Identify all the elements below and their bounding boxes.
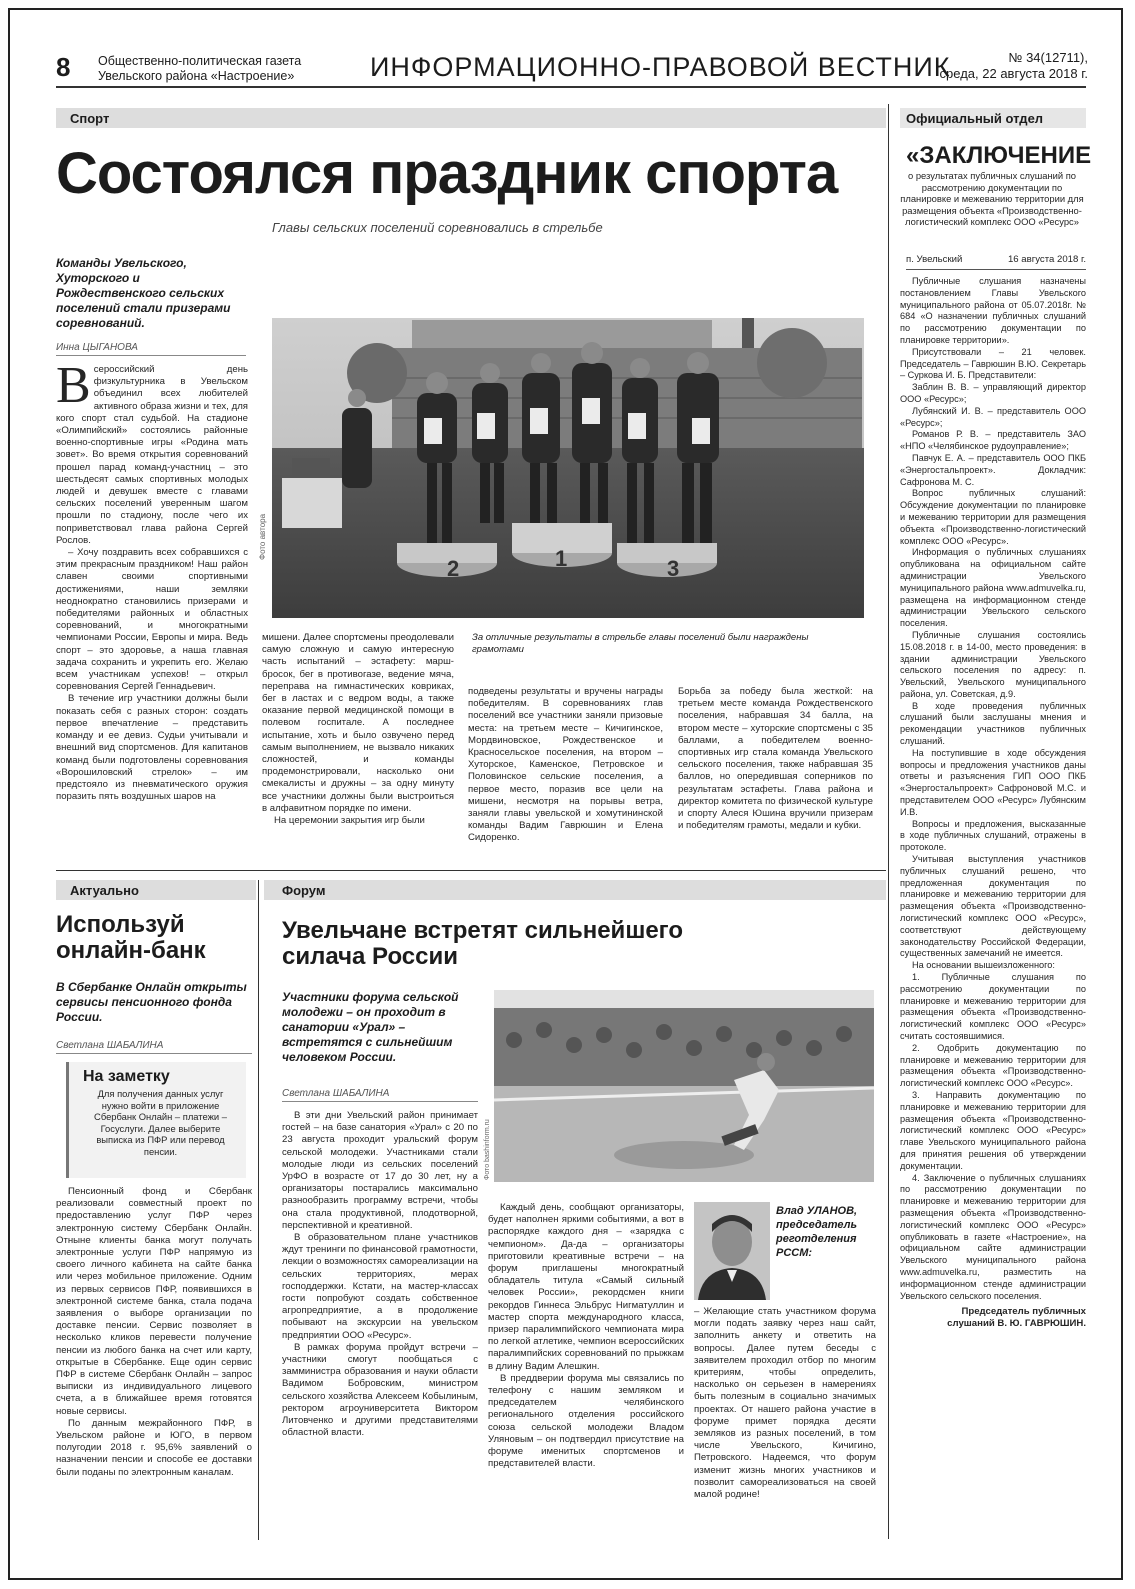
- drop-cap: В: [56, 357, 91, 414]
- ulanov-portrait-image: [694, 1202, 770, 1300]
- strongman-photo-image: [494, 990, 874, 1182]
- official-p15: 1. Публичные слушания по рассмотрению документации по планировке и межеванию территории для размещения объекта «Производственно-логистический комплекс ООО «Ресурс» считать состоявшимися.: [900, 972, 1086, 1041]
- paper-name: [98, 54, 348, 84]
- note-title: На заметку: [83, 1068, 170, 1085]
- podium-label-3: 3: [667, 556, 680, 581]
- official-p18: 4. Заключение о публичных слушаниях по рассмотрению документации по планировке и межеванию территории для размещения объекта «Производственно-логистический комплекс ООО «Ресурс» опубликовать в газете «Настроение», на официальном сайте администрации Увельского муниципального района www.admuvelka.ru, разместить на информационном стенде администрации Увельского сельского поселения.: [900, 1172, 1086, 1301]
- official-p17: 3. Направить документацию по планировке и межеванию территории для размещения объекта «Производственно-логистический комплекс ООО «Ресурс» главе Увельского муниципального района для принятия решения об утверждении документации.: [900, 1089, 1086, 1171]
- main-col1-p2: – Хочу поздравить всех собравшихся с этим прекрасным праздником! Наш район славен своими спортивными достижениями, наши земляки неоднократно становились призерами и победителями районных и областных соревнований, и многократными чемпионами России, Европы и мира. Ведь спорт – это здоровье, а наша главная задача сохранить и укрепить его. Желаю всем участникам успехов! – открыл соревнования Сергей Геннадьевич.: [56, 547, 248, 693]
- strongman-photo: [494, 990, 874, 1182]
- section-label-sport: Спорт: [70, 111, 110, 126]
- official-signature: [900, 1306, 1086, 1330]
- official-p5: Романов Р. В. – представитель ЗАО «НПО «Челябинское рудоуправление»;: [900, 429, 1086, 452]
- official-place-date: 16 августа 2018 г.: [1007, 254, 1086, 265]
- official-p11: На поступившие в ходе обсуждения вопросы и предложения участников даны ответы и разъяснения ГИП ООО ПКБ «Энергостальпроект» Сафроновой М.С. и представителем ООО «Ресурс» Лубянским И.В.: [900, 747, 1086, 817]
- official-place-line: [906, 254, 1086, 270]
- main-col2-p2: На церемонии закрытия игр были: [274, 815, 425, 827]
- official-divider: [888, 104, 889, 1539]
- bank-lead: В Сбербанке Онлайн открыты сервисы пенсионного фонда России.: [56, 980, 247, 1024]
- official-signature-line2: слушаний В. Ю. ГАВРЮШИН.: [947, 1318, 1086, 1330]
- section-label-actual: Актуально: [70, 883, 139, 898]
- bank-p2: По данным межрайонного ПФР, в Увельском районе и ЮГО, в первом полугодии 2018 г. 95,6% заявлений о назначении пенсии и способе ее доставки были поданы по электронным каналам.: [56, 1417, 252, 1478]
- section-bar-forum: [264, 880, 886, 900]
- podium-label-2: 2: [447, 556, 460, 581]
- official-signature-line1: Председатель публичных: [961, 1306, 1086, 1318]
- official-p9: Публичные слушания состоялись 15.08.2018 г. в 14-00, место проведения: в здании администрации Увельского сельского поселения по адресу: п. Увельский, Увельского муниципального района, ул. Советская, д.9.: [900, 629, 1086, 699]
- main-headline: Состоялся праздник спорта: [56, 141, 838, 206]
- official-p8: Информация о публичных слушаниях опубликована на официальном сайте администрации Увельского муниципального района www.admuvelka.ru, размещена на информационном стенде администрации Увельского сельского поселения.: [900, 547, 1086, 629]
- photo-caption: За отличные результаты в стрельбе главы поселений были награждены грамотами: [472, 632, 809, 655]
- forum-column-2: [488, 1202, 684, 1470]
- photo-credit: Фото автора: [258, 513, 267, 560]
- official-p10: В ходе проведения публичных слушаний были заслушаны мнения и рекомендации участников публичных слушаний.: [900, 700, 1086, 747]
- official-p2: Присутствовали – 21 человек. Председатель – Гаврюшин В.Ю. Секретарь – Суркова И. Б. Представители:: [900, 346, 1086, 381]
- issue-number: № 34(12711),: [1008, 50, 1088, 65]
- forum-col2-p2: В преддверии форума мы связались по телефону с нашим земляком и председателем челябинского регионального отделения российского союза сельской молодежи Владом Уляновым – он подтвердил присутствие на форуме именитых спортсменов и представителей власти.: [488, 1372, 684, 1470]
- note-text: Для получения данных услуг нужно войти в приложение Сбербанк Онлайн – платежи – Госуслуги. Далее выберите выписка из ПФР или перевод пенсии.: [94, 1088, 227, 1157]
- section-bar-sport: [56, 108, 886, 128]
- official-place: п. Увельский: [906, 254, 963, 265]
- forum-col2-p1: Каждый день, сообщают организаторы, будет наполнен яркими событиями, а вот в распорядке каждого дня – «зарядка с чемпионом». Да-да – организаторы приготовили креативные встречи – на форум приглашены многократный обладатель титула «Самый сильный человек России», рекордсмен книги рекордов Гиннеса Эльбрус Нигматуллин и мастер спорта международного класса, призер паралимпийского чемпионата мира по легкой атлетике, чемпион всероссийских паралимпийских соревнований по прыжкам в длину Вадим Алешкин.: [488, 1202, 684, 1372]
- issue-info: [928, 50, 1088, 82]
- main-column-4: Борьба за победу была жесткой: на третьем месте команда Рождественского поселения, набравшая 34 балла, на втором месте – хуторские спортсмены с 35 баллами, а победителем военно-спортивных игр стала команда Увельского сельского поселения, также набравшая 35 баллов, но опередившая соперников по результатам эстафеты. Глава района и директор комитета по физической культуре и спорту Алеся Юшина вручили призерам и победителям грамоты, медали и кубки.: [678, 686, 873, 832]
- quote-name: Влад УЛАНОВ,: [776, 1205, 858, 1217]
- paper-name-line2: Увельского района «Настроение»: [98, 69, 295, 83]
- issue-date: среда, 22 августа 2018 г.: [939, 66, 1088, 81]
- bottom-divider: [56, 870, 886, 871]
- forum-lead: Участники форума сельской молодежи – он проходит в санатории «Урал» – встретятся с сильнейшим человеком России.: [282, 990, 459, 1064]
- bank-author: Светлана ШАБАЛИНА: [56, 1040, 252, 1054]
- bank-headline: Используй онлайн-банк: [56, 911, 206, 964]
- official-p14: На основании вышеизложенного:: [912, 960, 1055, 971]
- forum-column-3: – Желающие стать участником форума могли подать заявку через наш сайт, заполнить анкету и ответить на вопросы. Далее путем беседы с заявителем проходил отбор по многим критериям, чтобы определить, насколько он серьезен в намерениях быть полезным в социально значимых проектах. От нашего района участие в форуме примет порядка десяти земляков из разных поселений, в том числе Увельского, Кичигино, Петровского. Надеемся, что форум изменит жизнь многих участников и позволит самореализоваться на своей малой родине!: [694, 1306, 876, 1501]
- official-p3: Заблин В. В. – управляющий директор ООО «Ресурс»;: [900, 382, 1086, 404]
- supplement-title: ИНФОРМАЦИОННО-ПРАВОВОЙ ВЕСТНИК: [370, 52, 951, 82]
- main-column-1: [56, 357, 248, 803]
- forum-col1-p2: В образовательном плане участников ждут тренинги по финансовой грамотности, лекции о возможностях самореализации на сельских территориях, мерах господдержки. Кстати, на мастер-классах гости попробуют создать собственное агропредприятие, а в продолжение побывают на экскурсии на увельском предприятии ООО «Ресурс».: [282, 1232, 478, 1341]
- page-number: 8: [56, 52, 71, 82]
- forum-col1-p3: В рамках форума пройдут встречи – участники смогут пообщаться с замминистра образования и науки области Вадимом Бобровским, министром сельского хозяйства Алексеем Кобылиным, ректором агроуниверситета Виктором Литовченко и другими представителями областной власти.: [282, 1341, 478, 1439]
- ulanov-portrait: [694, 1202, 770, 1300]
- forum-photo-credit: Фото bashinform.ru: [484, 1119, 491, 1180]
- quote-role: председатель реготделения РССМ:: [776, 1219, 858, 1259]
- official-p4: Лубянский И. В. – представитель ООО «Ресурс»;: [900, 405, 1086, 428]
- official-subtitle: о результатах публичных слушаний по рассмотрению документации по планировке и межеванию территории для размещения объекта «Производственно-логистический комплекс ООО «Ресурс»: [900, 170, 1084, 228]
- paper-name-line1: Общественно-политическая газета: [98, 54, 302, 68]
- forum-col1-p1: В эти дни Увельский район принимает гостей – на базе санатория «Урал» с 20 по 23 августа проходит уральский форум сельской молодежи. Участниками стали молодые люди из сельских поселений УрФО в возрасте от 17 до 30 лет, ну а организаторы постарались максимально разнообразить программу встречи, чтобы она стала продуктивной, плодотворной, перспективной и креативной.: [282, 1110, 478, 1231]
- official-p13: Учитывая выступления участников публичных слушаний решено, что предложенная документация по планировке и межеванию территории для размещения объекта «Производственно-логистический комплекс ООО «Ресурс», соответствуют действующему законодательству Российской Федерации, существенных замечаний не имеется.: [900, 854, 1086, 959]
- quote-attribution: [776, 1204, 876, 1260]
- podium-label-1: 1: [555, 546, 568, 571]
- bank-p1: Пенсионный фонд и Сбербанк реализовали совместный проект по предоставлению услуг ПФР через электронную систему Сбербанк Онлайн. Отныне клиенты банка могут получать электронные услуги ПФР напрямую из своего личного кабинета на сайте банка или через мобильное приложение. Одним из первых сервисов ПФР, появившихся в электронной системе банка, стала подача заявления о выборе организации по доставке пенсии. Сервис позволяет в несколько кликов перевести получение пенсии из любого банка на счет или карту, открытые в Сбербанке. Еще один сервис ПФР в системе Сбербанк Онлайн – запрос выписки из индивидуального лицевого счета, а в ближайшее время готовятся новые сервисы.: [56, 1186, 252, 1417]
- section-label-official: Официальный отдел: [906, 111, 1044, 126]
- note-box: [66, 1062, 246, 1178]
- bank-divider: [258, 880, 259, 1540]
- forum-author: Светлана ШАБАЛИНА: [282, 1088, 478, 1102]
- podium-photo-image: [272, 318, 864, 618]
- forum-column-1: [282, 1110, 478, 1439]
- podium-photo: [272, 318, 864, 618]
- main-col1-p3: В течение игр участники должны были показать себя с разных сторон: создать первое впечатление – представить команду и ее девиз. Судьи учитывали и внешний вид спортсменов. Для капитанов команд были подготовлены соревнования «Ворошиловский стрелок» – им предстояло из пневматического оружия поразить пять воздушных шаров на: [56, 693, 248, 803]
- main-author: Инна ЦЫГАНОВА: [56, 342, 246, 356]
- official-body: [900, 276, 1086, 1330]
- main-col1-p1: сероссийский день физкультурника в Увельском объединил всех любителей активного образа жизни и тех, для кого спорт стал судьбой. На стадионе «Олимпийский» состоялись районные военно-спортивные игры «Родина мать зовет». Во время открытия соревнований прошел парад команд-участниц – это шестьдесят самых спортивных молодых людей и девушек вместе с главами сельских поселений уверенным шагом прошли по стадиону, после чего их поприветствовал глава района Сергей Рослов.: [56, 364, 248, 546]
- main-lead: Команды Увельского, Хуторского и Рождественского сельских поселений стали призерами соревнований.: [56, 256, 231, 330]
- official-p1: Публичные слушания назначены постановлением Главы Увельского муниципального района от 05.07.2018г. № 684 «О назначении публичных слушаний по рассмотрению документации по планировке территории».: [900, 276, 1086, 345]
- official-title: «ЗАКЛЮЧЕНИЕ: [906, 142, 1092, 169]
- forum-headline: Увельчане встретят сильнейшего силача России: [282, 917, 684, 970]
- official-p7: Вопрос публичных слушаний: Обсуждение документации по планировке и межеванию территории для размещения объекта «Производственно-логистический комплекс ООО «Ресурс».: [900, 488, 1086, 546]
- section-label-forum: Форум: [282, 883, 326, 898]
- masthead-rule: [56, 86, 1086, 88]
- bank-body: [56, 1186, 252, 1479]
- official-p16: 2. Одобрить документацию по планировке и межеванию территории для размещения объекта «Производственно-логистический комплекс ООО «Ресурс».: [900, 1042, 1086, 1089]
- main-column-2: [262, 632, 454, 827]
- main-col2-p1: мишени. Далее спортсмены преодолевали самую сложную и самую интересную часть испытаний – эстафету: марш-бросок, бег в противогазе, ведение мяча, переправа на гимнастических ковриках, бег в ластах и с ведром воды, а также оказание первой медицинской помощи в полевом госпитале. А последнее испытание, хоть и было озвучено перед самым выполнением, не вызвало никаких сложностей, и команды продемонстрировали, насколько они смекалисты и дружны – за одну минуту все участники должны были выстроиться в алфавитном порядке по имени.: [262, 632, 454, 814]
- main-column-3: подведены результаты и вручены награды победителям. В соревнованиях глав поселений все участники заняли призовые места: на третьем месте – Кичигинское, Мордвиновское, Рождественское и Красносельское поселения, на втором – Хуторское, Каменское, Петровское и Половинское сельские поселения, а первое место, поразив все цели на мишени, несмотря на порывы ветра, заняли главы увельской и хомутининской команды Вадим Гаврюшин и Елена Сидоренко.: [468, 686, 663, 844]
- official-p6: Павчук Е. А. – представитель ООО ПКБ «Энергостальпроект». Докладчик: Сафронова М. С.: [900, 452, 1086, 487]
- main-subhead: Главы сельских поселений соревновались в стрельбе: [272, 220, 603, 235]
- official-p12: Вопросы и предложения, высказанные в ходе публичных слушаний, отражены в протоколе.: [900, 818, 1086, 853]
